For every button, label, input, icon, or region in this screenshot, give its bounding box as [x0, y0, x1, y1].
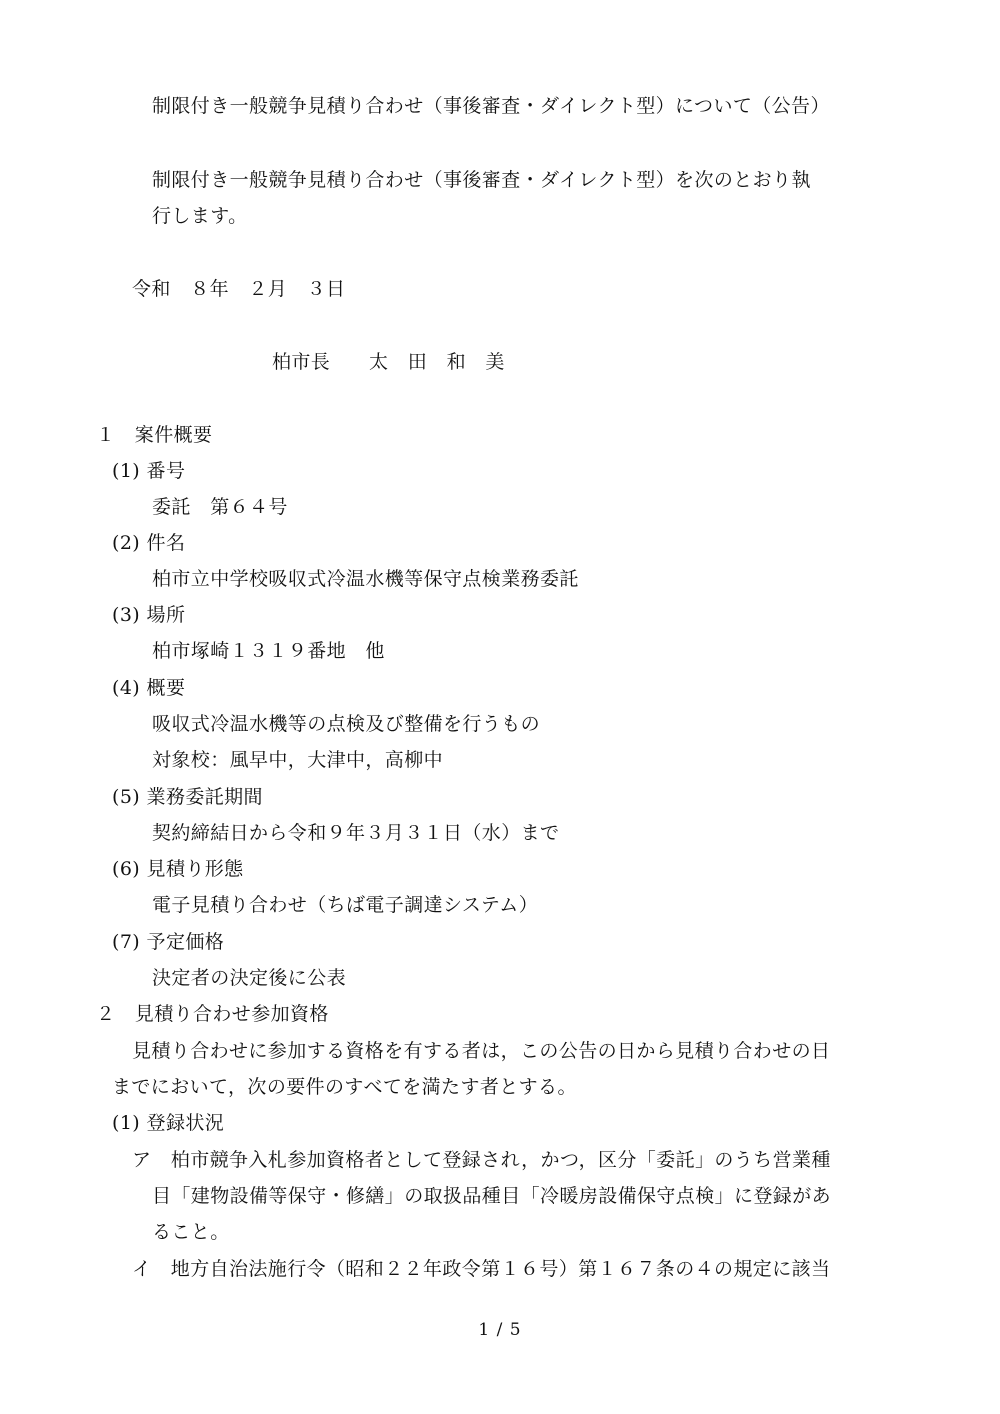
issuer-name: 柏市長 太 田 和 美 [272, 351, 505, 373]
intro-line-1: 制限付き一般競争見積り合わせ（事後審査・ダイレクト型）を次のとおり執 [152, 169, 811, 191]
notice-title: 制限付き一般競争見積り合わせ（事後審査・ダイレクト型）について（公告） [152, 95, 830, 117]
item-a-line-2: 目「建物設備等保守・修繕」の取扱品種目「冷暖房設備保守点検」に登録があ [152, 1185, 832, 1207]
item-i-line-1: イ 地方自治法施行令（昭和２２年政令第１６号）第１６７条の４の規定に該当 [132, 1258, 831, 1280]
item-7-value: 決定者の決定後に公表 [152, 967, 347, 989]
item-4-label: (4) 概要 [112, 677, 186, 699]
item-6-value: 電子見積り合わせ（ちば電子調達システム） [152, 894, 539, 916]
section-2-paragraph-line-2: までにおいて，次の要件のすべてを満たす者とする。 [112, 1076, 577, 1098]
item-6-label: (6) 見積り形態 [112, 858, 244, 880]
page-number: 1 / 5 [478, 1320, 522, 1340]
item-4-value-1: 吸収式冷温水機等の点検及び整備を行うもの [152, 713, 541, 735]
item-3-label: (3) 場所 [112, 604, 186, 626]
item-a-line-3: ること。 [152, 1221, 230, 1243]
item-1-label: (1) 番号 [112, 460, 186, 482]
item-4-value-2: 対象校：風早中，大津中，高柳中 [152, 749, 444, 771]
item-2-value: 柏市立中学校吸収式冷温水機等保守点検業務委託 [152, 568, 579, 590]
intro-line-2: 行します。 [152, 205, 248, 227]
item-7-label: (7) 予定価格 [112, 931, 225, 953]
item-5-label: (5) 業務委託期間 [112, 786, 263, 808]
item-2-label: (2) 件名 [112, 532, 186, 554]
item-3-value: 柏市塚崎１３１９番地 他 [152, 640, 385, 662]
section-2-heading: ２ 見積り合わせ参加資格 [96, 1003, 329, 1025]
section-2-paragraph-line-1: 見積り合わせに参加する資格を有する者は，この公告の日から見積り合わせの日 [132, 1040, 831, 1062]
section-1-heading: １ 案件概要 [96, 424, 213, 446]
item-5-value: 契約締結日から令和９年３月３１日（水）まで [152, 822, 560, 844]
sub-1-label: (1) 登録状況 [112, 1112, 225, 1134]
notice-date: 令和 ８年 ２月 ３日 [132, 278, 346, 300]
item-1-value: 委託 第６４号 [152, 496, 288, 518]
item-a-line-1: ア 柏市競争入札参加資格者として登録され，かつ，区分「委託」のうち営業種 [132, 1149, 831, 1171]
